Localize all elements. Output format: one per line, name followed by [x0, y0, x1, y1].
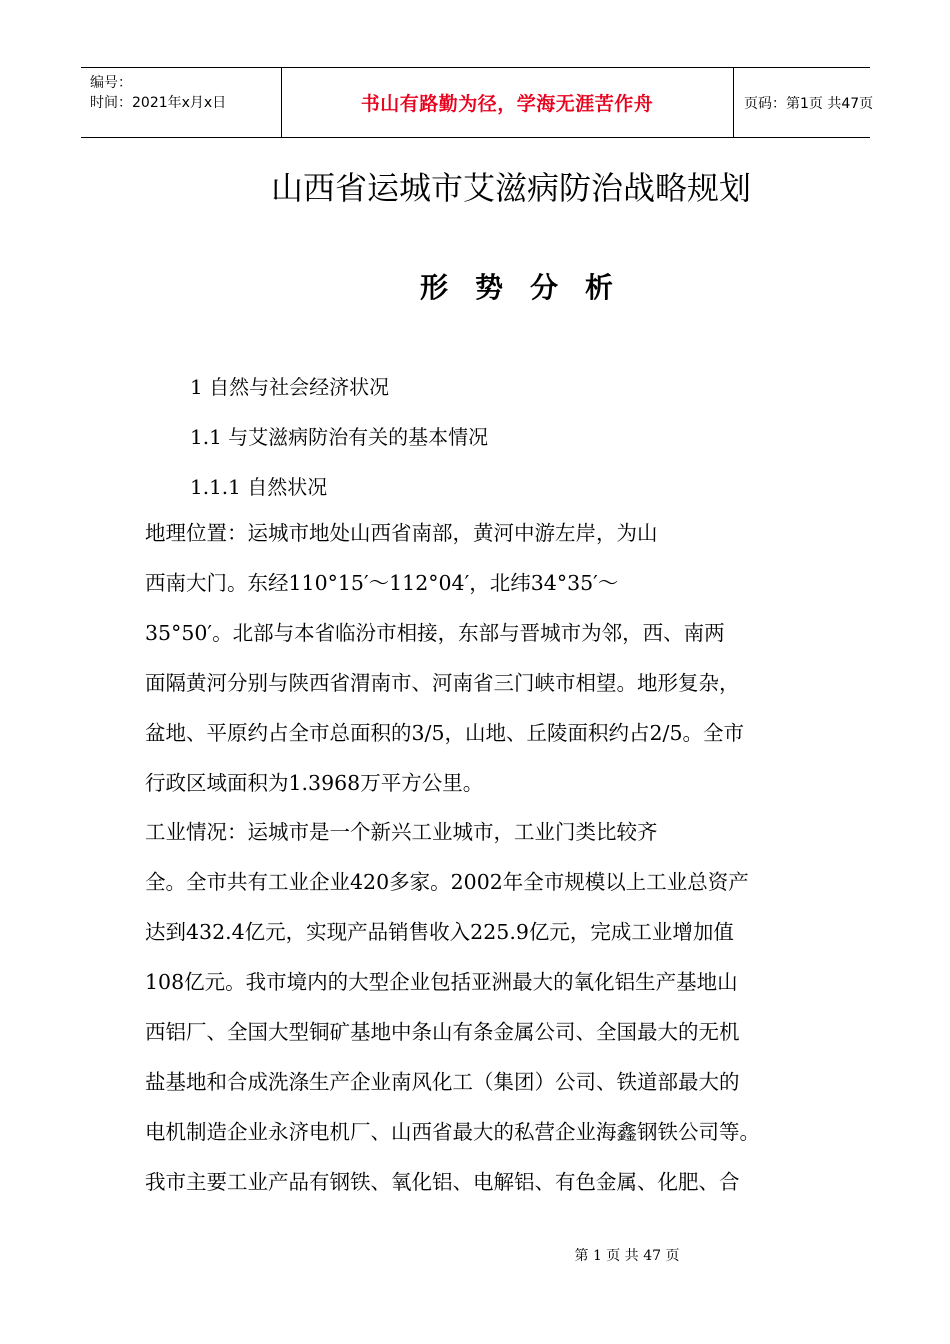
paragraph-line: 盐基地和合成洗涤生产企业南风化工（集团）公司、铁道部最大的: [145, 1070, 740, 1094]
paragraph-line: 盆地、平原约占全市总面积的3/5，山地、丘陵面积约占2/5。全市: [145, 721, 744, 745]
section-heading-1-1: 1.1 与艾滋病防治有关的基本情况: [190, 425, 489, 449]
motto-text: 书山有路勤为径，学海无涯苦作舟: [360, 93, 654, 115]
paragraph-line: 西铝厂、全国大型铜矿基地中条山有条金属公司、全国最大的无机: [145, 1020, 740, 1044]
paragraph-line: 达到432.4亿元，实现产品销售收入225.9亿元，完成工业增加值: [145, 920, 734, 944]
header-page-cell: [734, 68, 874, 137]
page-count-label: 页码：第1页 共47页: [744, 95, 874, 112]
paragraph-line: 工业情况：运城市是一个新兴工业城市，工业门类比较齐: [145, 820, 658, 844]
page-footer-number: 第 1 页 共 47 页: [574, 1248, 680, 1264]
paragraph-line: 电机制造企业永济电机厂、山西省最大的私营企业海鑫钢铁公司等。: [145, 1120, 760, 1144]
date-label: 时间：2021年x月x日: [90, 95, 227, 111]
header-motto-cell: [281, 68, 734, 137]
paragraph-line: 西南大门。东经110°15′～112°04′，北纬34°35′～: [145, 571, 619, 595]
paragraph-line: 地理位置：运城市地处山西省南部，黄河中游左岸，为山: [145, 521, 658, 545]
paragraph-line: 35°50′。北部与本省临汾市相接，东部与晋城市为邻，西、南两: [145, 621, 725, 645]
paragraph-line: 面隔黄河分别与陕西省渭南市、河南省三门峡市相望。地形复杂，: [145, 671, 740, 695]
paragraph-line: 行政区域面积为1.3968万平方公里。: [145, 771, 484, 795]
page-header: [81, 67, 874, 138]
paragraph-line: 我市主要工业产品有钢铁、氧化铝、电解铝、有色金属、化肥、合: [145, 1170, 740, 1194]
document-title: 山西省运城市艾滋病防治战略规划: [270, 169, 751, 207]
paragraph-line: 全。全市共有工业企业420多家。2002年全市规模以上工业总资产: [145, 870, 749, 894]
paragraph-line: 108亿元。我市境内的大型企业包括亚洲最大的氧化铝生产基地山: [145, 970, 738, 994]
document-subtitle: 形势分析: [420, 271, 641, 304]
section-heading-1: 1 自然与社会经济状况: [190, 375, 390, 399]
serial-number-label: 编号：: [90, 75, 132, 91]
section-heading-1-1-1: 1.1.1 自然状况: [190, 475, 328, 499]
header-meta-cell: [81, 68, 282, 137]
